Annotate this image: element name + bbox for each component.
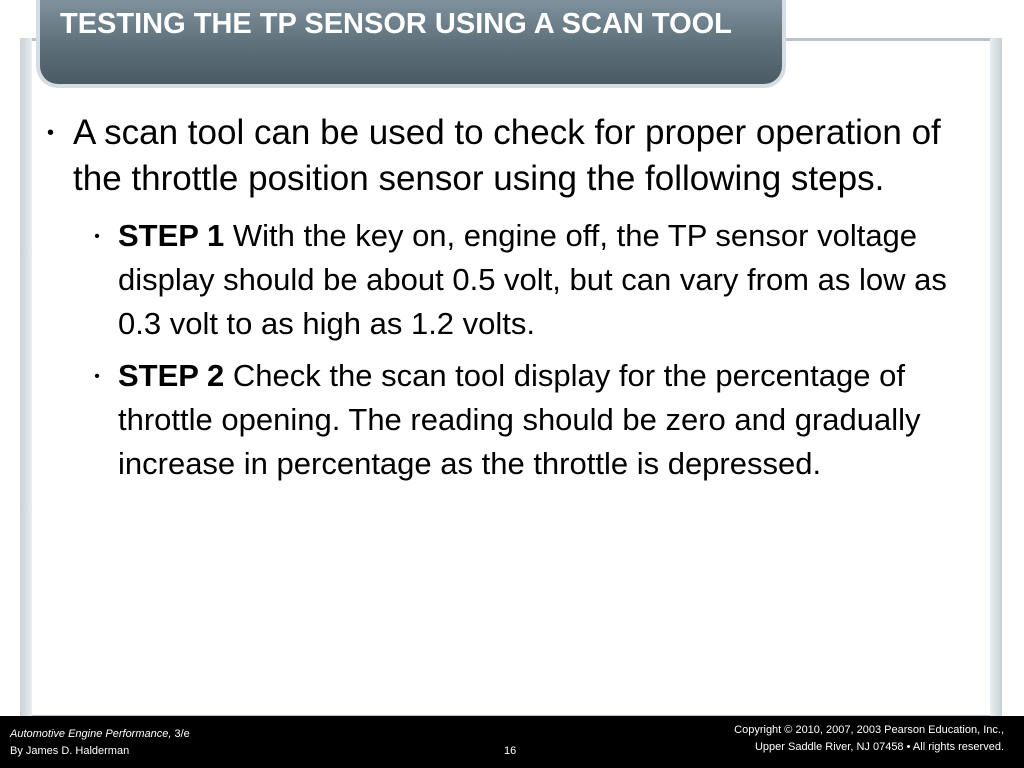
page-number: 16 (504, 745, 517, 757)
bullet-dot-icon: • (46, 122, 54, 144)
bullet-main (28, 110, 988, 202)
bullet-step-2 (76, 354, 988, 486)
bullet-main-text: A scan tool can be used to check for proper operation of the throttle position sensor using the following steps. (73, 113, 941, 198)
book-author: By James D. Halderman (10, 745, 130, 757)
copyright-line-2: Upper Saddle River, NJ 07458 • All rights reserved. (754, 741, 1004, 753)
footer-book-info (10, 726, 190, 760)
slide-content (28, 110, 988, 486)
step-1-text: With the key on, engine off, the TP sensor voltage display should be about 0.5 volt, but can vary from as low as 0.3 volt to as high as 1.2 volts. (118, 218, 947, 341)
footer-bar (0, 716, 1024, 768)
bullet-dot-icon: • (94, 368, 100, 385)
slide-title: TESTING THE TP SENSOR USING A SCAN TOOL (60, 8, 732, 40)
book-title: Automotive Engine Performance, (10, 728, 172, 740)
book-edition: 3/e (174, 728, 190, 740)
frame-right-bar (990, 38, 1002, 718)
copyright-notice (734, 722, 1004, 756)
bullet-dot-icon: • (94, 228, 100, 245)
step-2-label: STEP 2 (118, 358, 225, 393)
copyright-line-1: Copyright © 2010, 2007, 2003 Pearson Education, Inc., (734, 724, 1004, 736)
step-2-text-block (118, 354, 978, 486)
bullet-step-1 (76, 214, 988, 346)
step-1-label: STEP 1 (118, 218, 225, 253)
step-1-text-block (118, 214, 978, 346)
step-2-text: Check the scan tool display for the percentage of throttle opening. The reading should be zero and gradually increase in percentage as the throttle is depressed. (118, 358, 921, 481)
